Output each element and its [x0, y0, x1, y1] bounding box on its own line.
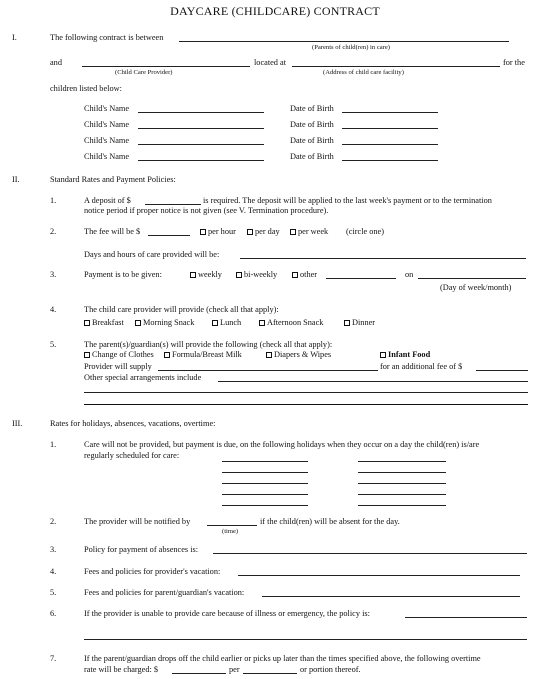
child-name-label-2: Child's Name	[84, 120, 130, 129]
holidays-text-2: regularly scheduled for care:	[84, 451, 180, 460]
section-2-number: II.	[12, 175, 20, 184]
dob-field-2[interactable]	[342, 128, 438, 129]
dob-label-4: Date of Birth	[290, 152, 334, 161]
day-of-week-caption: (Day of week/month)	[440, 283, 512, 292]
afternoon-snack-checkbox[interactable]	[259, 320, 265, 326]
absent-text: if the child(ren) will be absent for the day.	[260, 517, 400, 526]
notified-label: The provider will be notified by	[84, 517, 191, 526]
diapers-label: Diapers & Wipes	[274, 350, 332, 359]
provider-vacation-field[interactable]	[238, 575, 520, 576]
s2-item-5-number: 5.	[50, 340, 57, 349]
parent-vacation-field[interactable]	[262, 596, 520, 597]
deposit-text-2: notice period if proper notice is not given (see V. Termination procedure).	[84, 206, 329, 215]
overtime-text: If the parent/guardian drops off the child earlier or picks up later than the times specified above, the following overtime	[84, 654, 481, 663]
parent-provides-label: The parent(s)/guardian(s) will provide the following (check all that apply):	[84, 340, 333, 349]
child-name-field-4[interactable]	[138, 160, 264, 161]
formula-checkbox[interactable]	[164, 352, 170, 358]
deposit-text: is required. The deposit will be applied to the last week's payment or to the termination	[203, 196, 492, 205]
child-name-label-1: Child's Name	[84, 104, 130, 113]
change-of-clothes-label: Change of Clothes	[92, 350, 154, 359]
afternoon-snack-option[interactable]	[259, 318, 323, 328]
absence-policy-label: Policy for payment of absences is:	[84, 545, 199, 554]
notification-time-field[interactable]	[207, 525, 257, 526]
absence-policy-field[interactable]	[213, 553, 527, 554]
provider-supply-label: Provider will supply	[84, 362, 152, 371]
formula-option[interactable]	[164, 350, 242, 360]
change-of-clothes-checkbox[interactable]	[84, 352, 90, 358]
per-hour-option[interactable]	[200, 227, 236, 237]
s2-item-3-number: 3.	[50, 270, 57, 279]
weekly-label: weekly	[198, 270, 222, 279]
special-arrangements-label: Other special arrangements include	[84, 373, 202, 382]
per-hour-checkbox[interactable]	[200, 229, 206, 235]
biweekly-option[interactable]	[236, 270, 277, 280]
circle-one-note: (circle one)	[346, 227, 385, 236]
children-listed-label: children listed below:	[50, 84, 122, 93]
section-1-intro: The following contract is between	[50, 33, 164, 42]
document-title: DAYCARE (CHILDCARE) CONTRACT	[170, 4, 380, 18]
child-name-field-1[interactable]	[138, 112, 264, 113]
breakfast-checkbox[interactable]	[84, 320, 90, 326]
s3-item-5-number: 5.	[50, 588, 57, 597]
days-hours-label: Days and hours of care provided will be:	[84, 250, 220, 259]
other-frequency-field[interactable]	[326, 278, 396, 279]
child-name-label-4: Child's Name	[84, 152, 130, 161]
other-option[interactable]	[292, 270, 317, 280]
weekly-option[interactable]	[190, 270, 222, 280]
breakfast-option[interactable]	[84, 318, 124, 328]
s3-item-1-number: 1.	[50, 440, 57, 449]
payment-day-field[interactable]	[418, 278, 526, 279]
holiday-field-2[interactable]	[358, 461, 446, 462]
provider-vacation-label: Fees and policies for provider's vacation:	[84, 567, 221, 576]
dinner-option[interactable]	[344, 318, 375, 328]
per-day-checkbox[interactable]	[247, 229, 253, 235]
morning-snack-option[interactable]	[135, 318, 194, 328]
holiday-field-5[interactable]	[222, 483, 308, 484]
special-arrangements-field[interactable]	[218, 381, 528, 382]
overtime-per-label: per	[229, 665, 240, 674]
diapers-checkbox[interactable]	[266, 352, 272, 358]
per-day-option[interactable]	[247, 227, 280, 237]
provider-name-field[interactable]	[82, 66, 250, 67]
per-week-option[interactable]	[290, 227, 328, 237]
holiday-field-1[interactable]	[222, 461, 308, 462]
biweekly-label: bi-weekly	[244, 270, 278, 279]
per-hour-label: per hour	[208, 227, 236, 236]
per-day-label: per day	[255, 227, 280, 236]
for-the-label: for the	[503, 58, 525, 67]
s3-item-3-number: 3.	[50, 545, 57, 554]
dob-field-4[interactable]	[342, 160, 438, 161]
dinner-label: Dinner	[352, 318, 376, 327]
address-caption: (Address of child care facility)	[323, 69, 404, 76]
dob-field-3[interactable]	[342, 144, 438, 145]
additional-fee-field[interactable]	[476, 370, 528, 371]
lunch-checkbox[interactable]	[212, 320, 218, 326]
weekly-checkbox[interactable]	[190, 272, 196, 278]
section-3-number: III.	[12, 419, 23, 428]
illness-policy-field[interactable]	[405, 617, 527, 618]
infant-food-option[interactable]	[380, 350, 430, 360]
holiday-field-10[interactable]	[358, 505, 446, 506]
formula-label: Formula/Breast Milk	[172, 350, 242, 359]
section-1-number: I.	[12, 33, 17, 42]
lunch-option[interactable]	[212, 318, 241, 328]
overtime-portion-text: or portion thereof.	[300, 665, 361, 674]
afternoon-snack-label: Afternoon Snack	[267, 318, 324, 327]
overtime-unit-field[interactable]	[243, 673, 297, 674]
deposit-amount-field[interactable]	[145, 204, 201, 205]
lunch-label: Lunch	[220, 318, 242, 327]
parents-caption: (Parents of child(ren) in care)	[312, 44, 390, 51]
payment-given-label: Payment is to be given:	[84, 270, 162, 279]
overtime-rate-label: rate will be charged: $	[84, 665, 159, 674]
dob-label-2: Date of Birth	[290, 120, 334, 129]
infant-food-checkbox[interactable]	[380, 352, 386, 358]
parent-vacation-label: Fees and policies for parent/guardian's vacation:	[84, 588, 245, 597]
provider-provides-label: The child care provider will provide (check all that apply):	[84, 305, 279, 314]
parents-name-field[interactable]	[179, 41, 509, 42]
s3-item-4-number: 4.	[50, 567, 57, 576]
biweekly-checkbox[interactable]	[236, 272, 242, 278]
section-3-heading: Rates for holidays, absences, vacations, overtime:	[50, 419, 216, 428]
special-arrangements-field-2[interactable]	[84, 392, 528, 393]
s2-item-2-number: 2.	[50, 227, 57, 236]
illness-policy-field-2[interactable]	[84, 639, 527, 640]
infant-food-label: Infant Food	[388, 350, 431, 359]
morning-snack-checkbox[interactable]	[135, 320, 141, 326]
holiday-field-4[interactable]	[358, 472, 446, 473]
days-hours-field[interactable]	[240, 258, 526, 259]
dinner-checkbox[interactable]	[344, 320, 350, 326]
provider-supply-field[interactable]	[158, 370, 378, 371]
per-week-checkbox[interactable]	[290, 229, 296, 235]
section-2-divider	[84, 404, 528, 405]
per-week-label: per week	[298, 227, 329, 236]
s2-item-1-number: 1.	[50, 196, 57, 205]
child-name-field-3[interactable]	[138, 144, 264, 145]
provider-caption: (Child Care Provider)	[115, 69, 173, 76]
change-of-clothes-option[interactable]	[84, 350, 154, 360]
s3-item-2-number: 2.	[50, 517, 57, 526]
holiday-field-9[interactable]	[222, 505, 308, 506]
s3-item-6-number: 6.	[50, 609, 57, 618]
located-at-label: located at	[254, 58, 287, 67]
and-label: and	[50, 58, 62, 67]
holiday-field-8[interactable]	[358, 494, 446, 495]
facility-address-field[interactable]	[292, 66, 500, 67]
other-checkbox[interactable]	[292, 272, 298, 278]
other-label: other	[300, 270, 318, 279]
fee-label: The fee will be $	[84, 227, 141, 236]
s3-item-7-number: 7.	[50, 654, 57, 663]
dob-label-1: Date of Birth	[290, 104, 334, 113]
morning-snack-label: Morning Snack	[143, 318, 195, 327]
child-name-label-3: Child's Name	[84, 136, 130, 145]
dob-field-1[interactable]	[342, 112, 438, 113]
section-2-heading: Standard Rates and Payment Policies:	[50, 175, 176, 184]
child-name-field-2[interactable]	[138, 128, 264, 129]
additional-fee-label: for an additional fee of $	[380, 362, 463, 371]
diapers-option[interactable]	[266, 350, 331, 360]
holiday-field-7[interactable]	[222, 494, 308, 495]
breakfast-label: Breakfast	[92, 318, 124, 327]
time-caption: (time)	[222, 528, 239, 535]
holiday-field-3[interactable]	[222, 472, 308, 473]
deposit-label: A deposit of $	[84, 196, 131, 205]
dob-label-3: Date of Birth	[290, 136, 334, 145]
holidays-text: Care will not be provided, but payment is due, on the following holidays when they occur on a day the child(ren) is/are	[84, 440, 480, 449]
holiday-field-6[interactable]	[358, 483, 446, 484]
illness-policy-label: If the provider is unable to provide care because of illness or emergency, the policy is:	[84, 609, 370, 618]
overtime-rate-field[interactable]	[172, 673, 226, 674]
fee-amount-field[interactable]	[148, 235, 190, 236]
on-label: on	[405, 270, 414, 279]
s2-item-4-number: 4.	[50, 305, 57, 314]
